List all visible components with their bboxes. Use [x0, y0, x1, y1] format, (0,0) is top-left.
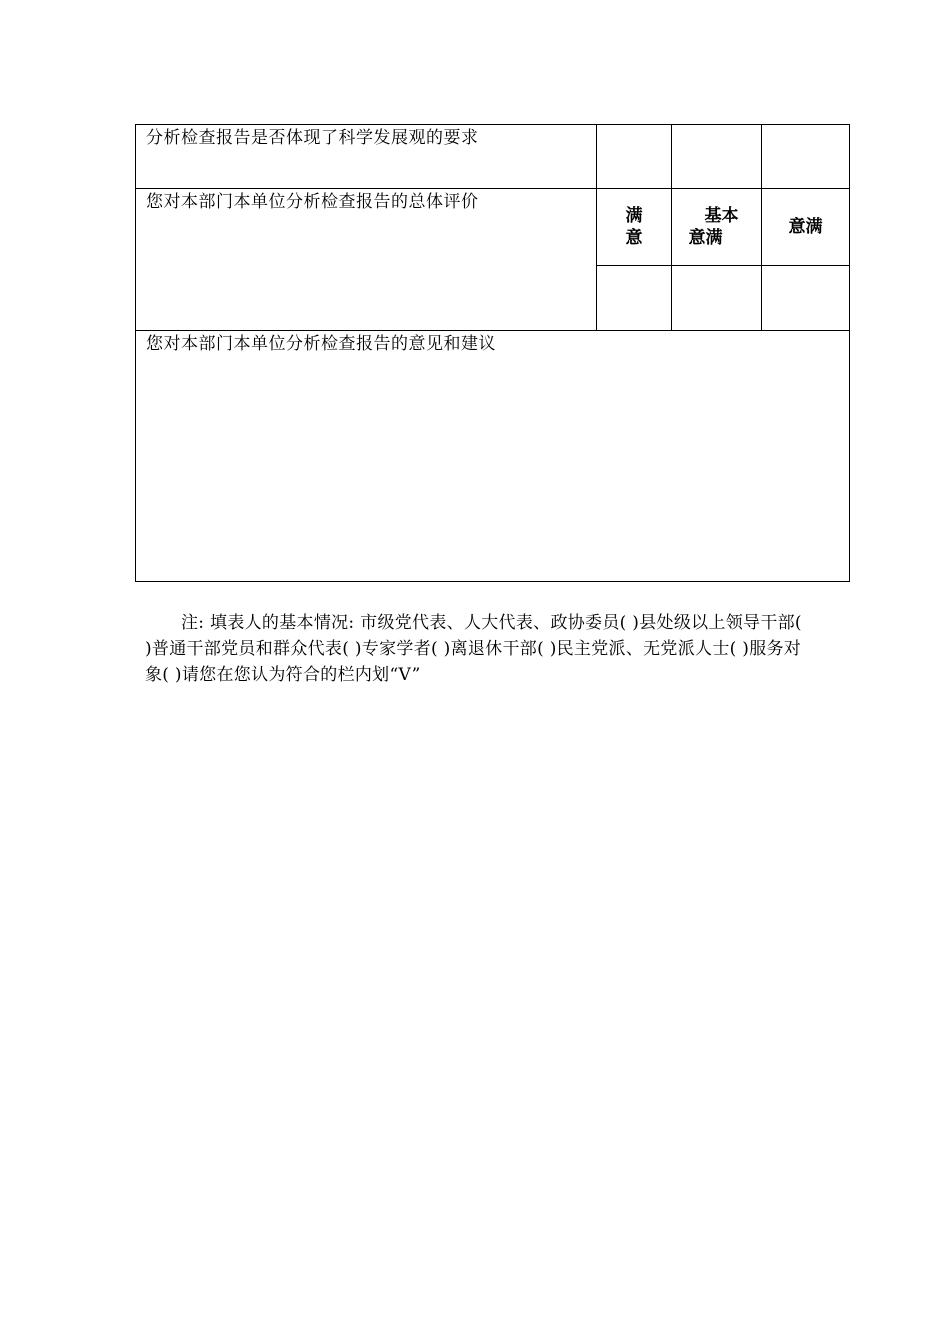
rating-label-basically-satisfied: 基本意满 — [688, 206, 739, 249]
opinions-suggestions-label: 您对本部门本单位分析检查报告的意见和建议 — [146, 334, 496, 355]
question-overall-evaluation: 您对本部门本单位分析检查报告的总体评价 — [136, 189, 597, 331]
table-row — [136, 331, 850, 582]
overall-answer-satisfied[interactable] — [597, 266, 672, 331]
answer-cell-unsatisfied[interactable] — [762, 125, 850, 189]
footnote: 注: 填表人的基本情况: 市级党代表、人大代表、政协委员( )县处级以上领导干部( )普通干部党员和群众代表( )专家学者( )离退休干部( )民主党派、无党派人士( )服务对象( )请您在您认为符合的栏内划“V” — [145, 613, 802, 685]
table-row — [136, 125, 850, 189]
overall-answer-basically-satisfied[interactable] — [672, 266, 762, 331]
overall-answer-unsatisfied[interactable] — [762, 266, 850, 331]
table-row — [136, 189, 850, 266]
answer-cell-satisfied[interactable] — [597, 125, 672, 189]
rating-header-basically-satisfied — [672, 189, 762, 266]
question-science-development: 分析检查报告是否体现了科学发展观的要求 — [136, 125, 597, 189]
answer-cell-basically-satisfied[interactable] — [672, 125, 762, 189]
rating-header-satisfied — [597, 189, 672, 266]
rating-header-unsatisfied — [762, 189, 850, 266]
question-opinions-suggestions[interactable] — [136, 331, 850, 582]
evaluation-table — [135, 124, 850, 582]
rating-label-satisfied: 满意 — [625, 206, 643, 249]
rating-label-unsatisfied: 意满 — [788, 217, 823, 238]
